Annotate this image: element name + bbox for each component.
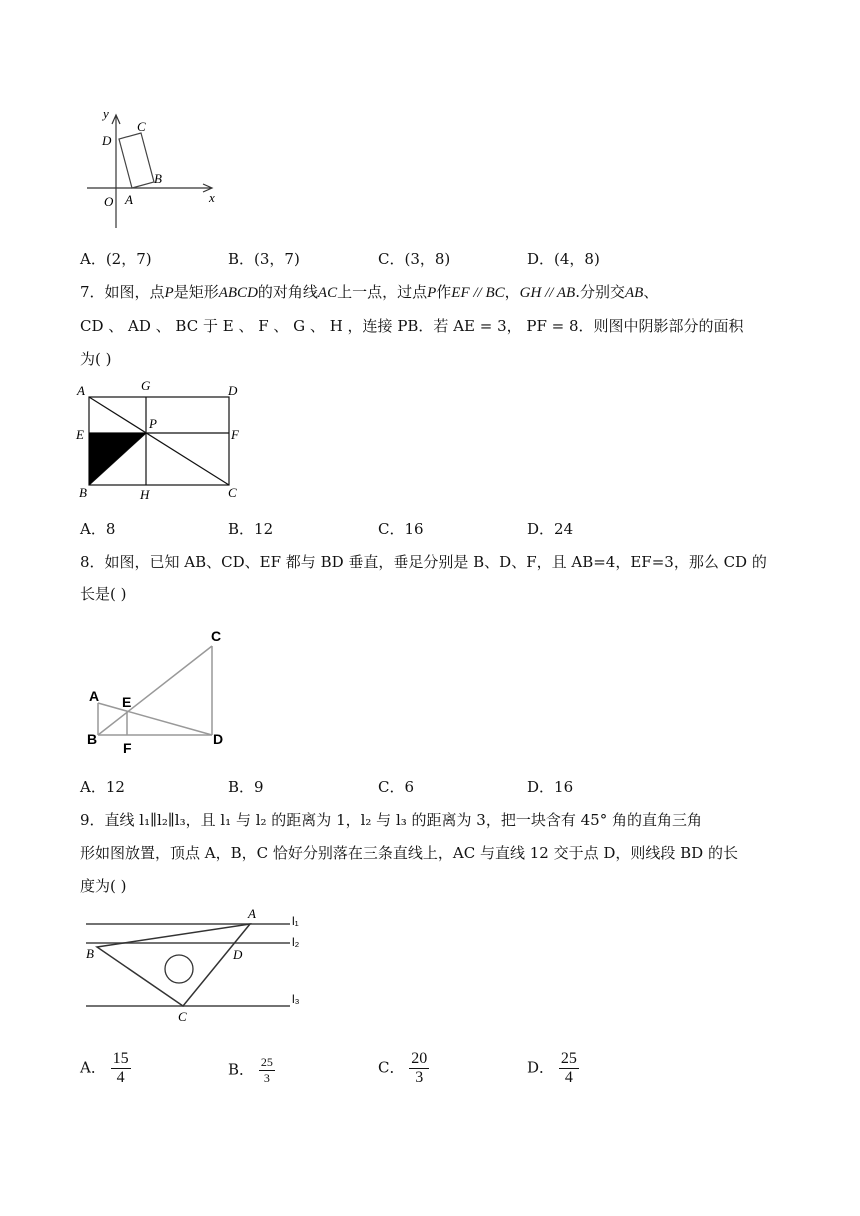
q9-option-b-fraction: $\frac{25}{3}$ — [260, 1055, 273, 1085]
q6-option-b: B．(3，7) — [228, 250, 300, 268]
q8-label-c: C — [211, 628, 222, 644]
q6-label-b: B — [154, 171, 162, 186]
q6-label-y: y — [103, 106, 109, 121]
q9-option-a-fraction: $\frac{15}{4}$ — [112, 1050, 129, 1086]
q6-option-d: D．(4，8) — [527, 250, 600, 268]
q6-label-d: D — [102, 133, 112, 148]
q8-label-b: B — [87, 731, 98, 747]
q9-option-d: D． $\frac{25}{4}$ — [527, 1050, 577, 1086]
q8-label-a: A — [89, 688, 100, 704]
q8-option-a: A．12 — [80, 778, 125, 796]
q7-option-b: B．12 — [228, 520, 274, 538]
q7-rectangle-figure — [75, 378, 245, 500]
q7-label-c: C — [228, 485, 237, 500]
q7-label-e: E — [76, 427, 84, 442]
q7-label-g: G — [141, 378, 151, 393]
q8-label-e: E — [122, 694, 132, 710]
q7-label-p: P — [149, 416, 157, 431]
q7-stem-line1: 7．如图，点P是矩形ABCD的对角线AC上一点，过点P作EF // BC，GH // AB.分别交AB、 — [80, 283, 659, 301]
q9-option-d-fraction: $\frac{25}{4}$ — [560, 1050, 577, 1086]
q8-stem-line1: 8．如图，已知 AB、CD、EF 都与 BD 垂直，垂足分别是 B、D、F，且 AB=4，EF=3，那么 CD 的 — [80, 553, 767, 571]
q7-stem-line2: CD 、 AD 、 BC 于 E 、 F 、 G 、 H ，连接 PB．若 AE = 3， PF = 8．则图中阴影部分的面积 — [80, 317, 744, 335]
q7-option-a: A．8 — [80, 520, 116, 538]
q9-label-c: C — [178, 1009, 187, 1024]
q9-parallel-lines-figure — [80, 905, 320, 1025]
q8-label-f: F — [123, 740, 132, 756]
q6-label-o: O — [104, 194, 114, 209]
q7-label-a: A — [77, 383, 85, 398]
q9-label-l3: l₃ — [292, 992, 300, 1006]
q6-coordinate-figure — [85, 108, 225, 233]
q9-label-l2: l₂ — [292, 935, 300, 949]
q7-option-c: C．16 — [378, 520, 424, 538]
q9-stem-line3: 度为( ) — [80, 877, 127, 895]
q8-perpendicular-figure — [85, 622, 245, 757]
q6-option-a: A．(2，7) — [80, 250, 152, 268]
q9-label-d: D — [233, 947, 243, 962]
q9-label-b: B — [86, 946, 94, 961]
q8-stem-line2: 长是( ) — [80, 585, 127, 603]
q8-option-c: C．6 — [378, 778, 415, 796]
q9-option-b: B． $\frac{25}{3}$ — [228, 1055, 273, 1085]
q6-label-c: C — [137, 119, 146, 134]
q8-label-d: D — [213, 731, 224, 747]
q6-label-x: x — [209, 190, 215, 205]
q9-stem-line2: 形如图放置，顶点 A，B，C 恰好分别落在三条直线上，AC 与直线 12 交于点 D，则线段 BD 的长 — [80, 844, 738, 862]
q7-stem-line3: 为( ) — [80, 350, 112, 368]
q8-option-b: B．9 — [228, 778, 264, 796]
q9-stem-line1: 9．直线 l₁∥l₂∥l₃，且 l₁ 与 l₂ 的距离为 1，l₂ 与 l₃ 的距离为 3，把一块含有 45° 角的直角三角 — [80, 811, 702, 829]
q9-option-c-fraction: $\frac{20}{3}$ — [411, 1050, 428, 1086]
q9-label-a: A — [248, 906, 256, 921]
q7-label-d: D — [228, 383, 238, 398]
q6-label-a: A — [125, 192, 133, 207]
q7-label-f: F — [231, 427, 239, 442]
q7-label-h: H — [140, 487, 150, 502]
q7-option-d: D．24 — [527, 520, 574, 538]
q7-label-b: B — [79, 485, 87, 500]
q9-option-c: C． $\frac{20}{3}$ — [378, 1050, 428, 1086]
q9-label-l1: l₁ — [292, 914, 299, 928]
q8-option-d: D．16 — [527, 778, 574, 796]
q6-option-c: C．(3，8) — [378, 250, 451, 268]
q9-option-a: A． $\frac{15}{4}$ — [80, 1050, 129, 1086]
